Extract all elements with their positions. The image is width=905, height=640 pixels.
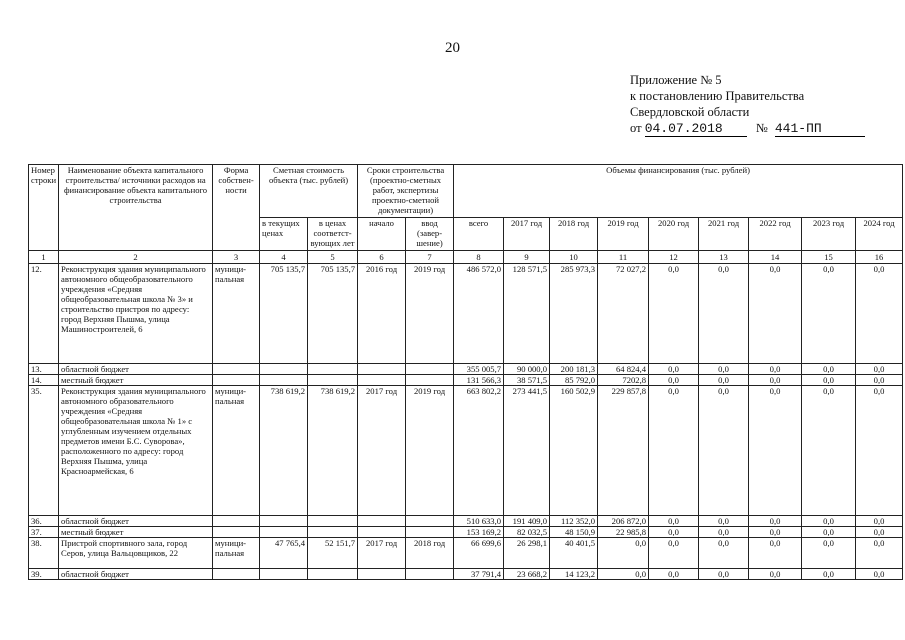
cell-value-2022: 0,0 (749, 364, 802, 375)
cell-value-2024: 0,0 (856, 538, 903, 569)
cell-ownership (213, 527, 260, 538)
from-label: от (630, 121, 642, 135)
cell-object-name: Пристрой спортивного зала, город Серов, улица Вальцовщиков, 22 (59, 538, 213, 569)
cell-cost-current-prices (260, 569, 308, 580)
cell-start-year: 2017 год (358, 538, 406, 569)
column-number: 11 (598, 251, 649, 264)
column-number: 14 (749, 251, 802, 264)
cell-row-number: 37. (29, 527, 59, 538)
cell-value-2024: 0,0 (856, 264, 903, 364)
cell-total: 66 699,6 (454, 538, 504, 569)
cell-total: 510 633,0 (454, 516, 504, 527)
cell-value-2018: 85 792,0 (550, 375, 598, 386)
column-number: 9 (504, 251, 550, 264)
table-row (29, 364, 903, 375)
cell-value-2017: 128 571,5 (504, 264, 550, 364)
cell-ownership: муници- пальная (213, 386, 260, 516)
cell-cost-current-prices: 47 765,4 (260, 538, 308, 569)
cell-end-year: 2018 год (406, 538, 454, 569)
cell-object-name: Реконструкция здания муниципального автономного образовательного учреждения «Средняя общеобразовательная школа № 1» с углубленным изучением отдельных предметов имени Б.С. Суворова», расположенного по адресу: город Верхняя Пышма, улица Красноармейская, 6 (59, 386, 213, 516)
cell-value-2017: 90 000,0 (504, 364, 550, 375)
appendix-block (630, 72, 865, 137)
header-total: всего (454, 218, 504, 251)
cell-start-year: 2016 год (358, 264, 406, 364)
table-row (29, 516, 903, 527)
cell-cost-year-prices (308, 527, 358, 538)
cell-value-2019: 0,0 (598, 538, 649, 569)
cell-value-2017: 38 571,5 (504, 375, 550, 386)
cell-total: 355 005,7 (454, 364, 504, 375)
cell-value-2018: 112 352,0 (550, 516, 598, 527)
header-construction-terms: Сроки строительства (проектно-сметных работ, экспертизы проектно-сметной документации) (358, 165, 454, 218)
header-year: 2019 год (598, 218, 649, 251)
cell-value-2023: 0,0 (802, 375, 856, 386)
header-estimated-cost: Сметная стоимость объекта (тыс. рублей) (260, 165, 358, 218)
header-start: начало (358, 218, 406, 251)
header-year: 2022 год (749, 218, 802, 251)
cell-value-2017: 23 668,2 (504, 569, 550, 580)
cell-cost-year-prices (308, 516, 358, 527)
cell-value-2022: 0,0 (749, 516, 802, 527)
cell-value-2020: 0,0 (649, 569, 699, 580)
cell-start-year (358, 527, 406, 538)
column-number: 13 (699, 251, 749, 264)
cell-value-2022: 0,0 (749, 569, 802, 580)
cell-total: 663 802,2 (454, 386, 504, 516)
cell-total: 486 572,0 (454, 264, 504, 364)
cell-cost-current-prices: 738 619,2 (260, 386, 308, 516)
header-year: 2020 год (649, 218, 699, 251)
cell-row-number: 13. (29, 364, 59, 375)
page-number: 20 (445, 40, 460, 56)
cell-value-2024: 0,0 (856, 569, 903, 580)
decree-date: 04.07.2018 (645, 122, 747, 137)
header-object-name: Наименование объекта капитального строительства/ источники расходов на финансирование объекта капитального строительства (59, 165, 213, 251)
header-year: 2023 год (802, 218, 856, 251)
cell-value-2019: 64 824,4 (598, 364, 649, 375)
header-year: 2021 год (699, 218, 749, 251)
cell-ownership: муници- пальная (213, 538, 260, 569)
cell-value-2017: 82 032,5 (504, 527, 550, 538)
cell-start-year (358, 364, 406, 375)
column-number: 8 (454, 251, 504, 264)
cell-value-2018: 14 123,2 (550, 569, 598, 580)
cell-value-2019: 229 857,8 (598, 386, 649, 516)
cell-cost-current-prices (260, 527, 308, 538)
cell-cost-year-prices: 738 619,2 (308, 386, 358, 516)
column-number: 15 (802, 251, 856, 264)
column-number: 2 (59, 251, 213, 264)
financing-table (28, 164, 903, 580)
header-financing: Объемы финансирования (тыс. рублей) (454, 165, 903, 218)
cell-ownership: муници- пальная (213, 264, 260, 364)
appendix-line-3: Свердловской области (630, 105, 750, 119)
header-year: 2024 год (856, 218, 903, 251)
cell-value-2021: 0,0 (699, 364, 749, 375)
cell-value-2020: 0,0 (649, 527, 699, 538)
cell-row-number: 14. (29, 375, 59, 386)
column-number: 16 (856, 251, 903, 264)
cell-value-2023: 0,0 (802, 264, 856, 364)
cell-cost-year-prices: 52 151,7 (308, 538, 358, 569)
cell-cost-current-prices (260, 375, 308, 386)
cell-row-number: 38. (29, 538, 59, 569)
cell-cost-year-prices (308, 364, 358, 375)
cell-total: 153 169,2 (454, 527, 504, 538)
cell-value-2018: 160 502,9 (550, 386, 598, 516)
cell-row-number: 36. (29, 516, 59, 527)
cell-value-2018: 285 973,3 (550, 264, 598, 364)
cell-object-name: местный бюджет (59, 527, 213, 538)
cell-end-year: 2019 год (406, 264, 454, 364)
cell-value-2021: 0,0 (699, 386, 749, 516)
table-row (29, 569, 903, 580)
cell-object-name: областной бюджет (59, 364, 213, 375)
cell-value-2021: 0,0 (699, 538, 749, 569)
cell-ownership (213, 569, 260, 580)
number-label: № (755, 121, 768, 135)
cell-cost-year-prices (308, 569, 358, 580)
column-number: 3 (213, 251, 260, 264)
table-row (29, 538, 903, 569)
cell-end-year: 2019 год (406, 386, 454, 516)
table-row (29, 264, 903, 364)
table-row (29, 386, 903, 516)
cell-cost-year-prices: 705 135,7 (308, 264, 358, 364)
column-number: 1 (29, 251, 59, 264)
cell-value-2021: 0,0 (699, 264, 749, 364)
cell-value-2022: 0,0 (749, 264, 802, 364)
header-year: 2017 год (504, 218, 550, 251)
cell-value-2017: 191 409,0 (504, 516, 550, 527)
column-numbers-row (29, 251, 903, 264)
cell-value-2020: 0,0 (649, 516, 699, 527)
decree-number: 441-ПП (775, 122, 865, 137)
cell-value-2020: 0,0 (649, 538, 699, 569)
cell-ownership (213, 375, 260, 386)
cell-end-year (406, 364, 454, 375)
cell-total: 131 566,3 (454, 375, 504, 386)
appendix-date-line (630, 120, 865, 137)
cell-value-2020: 0,0 (649, 386, 699, 516)
cell-value-2024: 0,0 (856, 527, 903, 538)
appendix-title: Приложение № 5 (630, 73, 722, 87)
appendix-line-2: к постановлению Правительства (630, 89, 805, 103)
cell-value-2023: 0,0 (802, 516, 856, 527)
table-row (29, 375, 903, 386)
cell-row-number: 39. (29, 569, 59, 580)
cell-cost-current-prices: 705 135,7 (260, 264, 308, 364)
cell-row-number: 12. (29, 264, 59, 364)
cell-value-2021: 0,0 (699, 516, 749, 527)
cell-value-2023: 0,0 (802, 364, 856, 375)
cell-value-2020: 0,0 (649, 375, 699, 386)
cell-value-2021: 0,0 (699, 375, 749, 386)
cell-end-year (406, 375, 454, 386)
header-ownership: Форма собствен- ности (213, 165, 260, 251)
cell-cost-year-prices (308, 375, 358, 386)
cell-value-2019: 7202,8 (598, 375, 649, 386)
header-end: ввод (завер- шение) (406, 218, 454, 251)
cell-value-2019: 0,0 (598, 569, 649, 580)
cell-start-year (358, 569, 406, 580)
cell-value-2017: 26 298,1 (504, 538, 550, 569)
cell-value-2023: 0,0 (802, 527, 856, 538)
header-year: 2018 год (550, 218, 598, 251)
table-row (29, 527, 903, 538)
cell-start-year (358, 516, 406, 527)
column-number: 12 (649, 251, 699, 264)
cell-value-2019: 72 027,2 (598, 264, 649, 364)
cell-value-2018: 200 181,3 (550, 364, 598, 375)
cell-object-name: областной бюджет (59, 569, 213, 580)
cell-ownership (213, 364, 260, 375)
cell-value-2023: 0,0 (802, 569, 856, 580)
cell-value-2022: 0,0 (749, 527, 802, 538)
cell-value-2024: 0,0 (856, 386, 903, 516)
cell-object-name: Реконструкция здания муниципального автономного общеобразовательного учреждения «Средняя общеобразовательная школа № 3» и строительство пристроя по адресу: город Верхняя Пышма, улица Машиностроителей, 6 (59, 264, 213, 364)
cell-value-2021: 0,0 (699, 569, 749, 580)
cell-object-name: местный бюджет (59, 375, 213, 386)
cell-value-2020: 0,0 (649, 364, 699, 375)
cell-value-2020: 0,0 (649, 264, 699, 364)
header-row-number: Номер строки (29, 165, 59, 251)
column-number: 7 (406, 251, 454, 264)
cell-value-2024: 0,0 (856, 516, 903, 527)
cell-value-2022: 0,0 (749, 386, 802, 516)
cell-value-2024: 0,0 (856, 375, 903, 386)
cell-ownership (213, 516, 260, 527)
cell-value-2017: 273 441,5 (504, 386, 550, 516)
cell-start-year: 2017 год (358, 386, 406, 516)
cell-total: 37 791,4 (454, 569, 504, 580)
header-current-prices: в текущих ценах (260, 218, 308, 251)
cell-start-year (358, 375, 406, 386)
cell-cost-current-prices (260, 516, 308, 527)
column-number: 6 (358, 251, 406, 264)
cell-value-2021: 0,0 (699, 527, 749, 538)
column-number: 5 (308, 251, 358, 264)
cell-object-name: областной бюджет (59, 516, 213, 527)
cell-cost-current-prices (260, 364, 308, 375)
cell-end-year (406, 527, 454, 538)
cell-value-2023: 0,0 (802, 538, 856, 569)
cell-end-year (406, 569, 454, 580)
column-number: 10 (550, 251, 598, 264)
cell-value-2019: 206 872,0 (598, 516, 649, 527)
cell-value-2018: 48 150,9 (550, 527, 598, 538)
cell-value-2019: 22 985,8 (598, 527, 649, 538)
cell-value-2023: 0,0 (802, 386, 856, 516)
column-number: 4 (260, 251, 308, 264)
cell-value-2022: 0,0 (749, 538, 802, 569)
cell-value-2018: 40 401,5 (550, 538, 598, 569)
cell-row-number: 35. (29, 386, 59, 516)
header-corresponding-prices: в ценах соответст- вующих лет (308, 218, 358, 251)
cell-end-year (406, 516, 454, 527)
cell-value-2024: 0,0 (856, 364, 903, 375)
cell-value-2022: 0,0 (749, 375, 802, 386)
